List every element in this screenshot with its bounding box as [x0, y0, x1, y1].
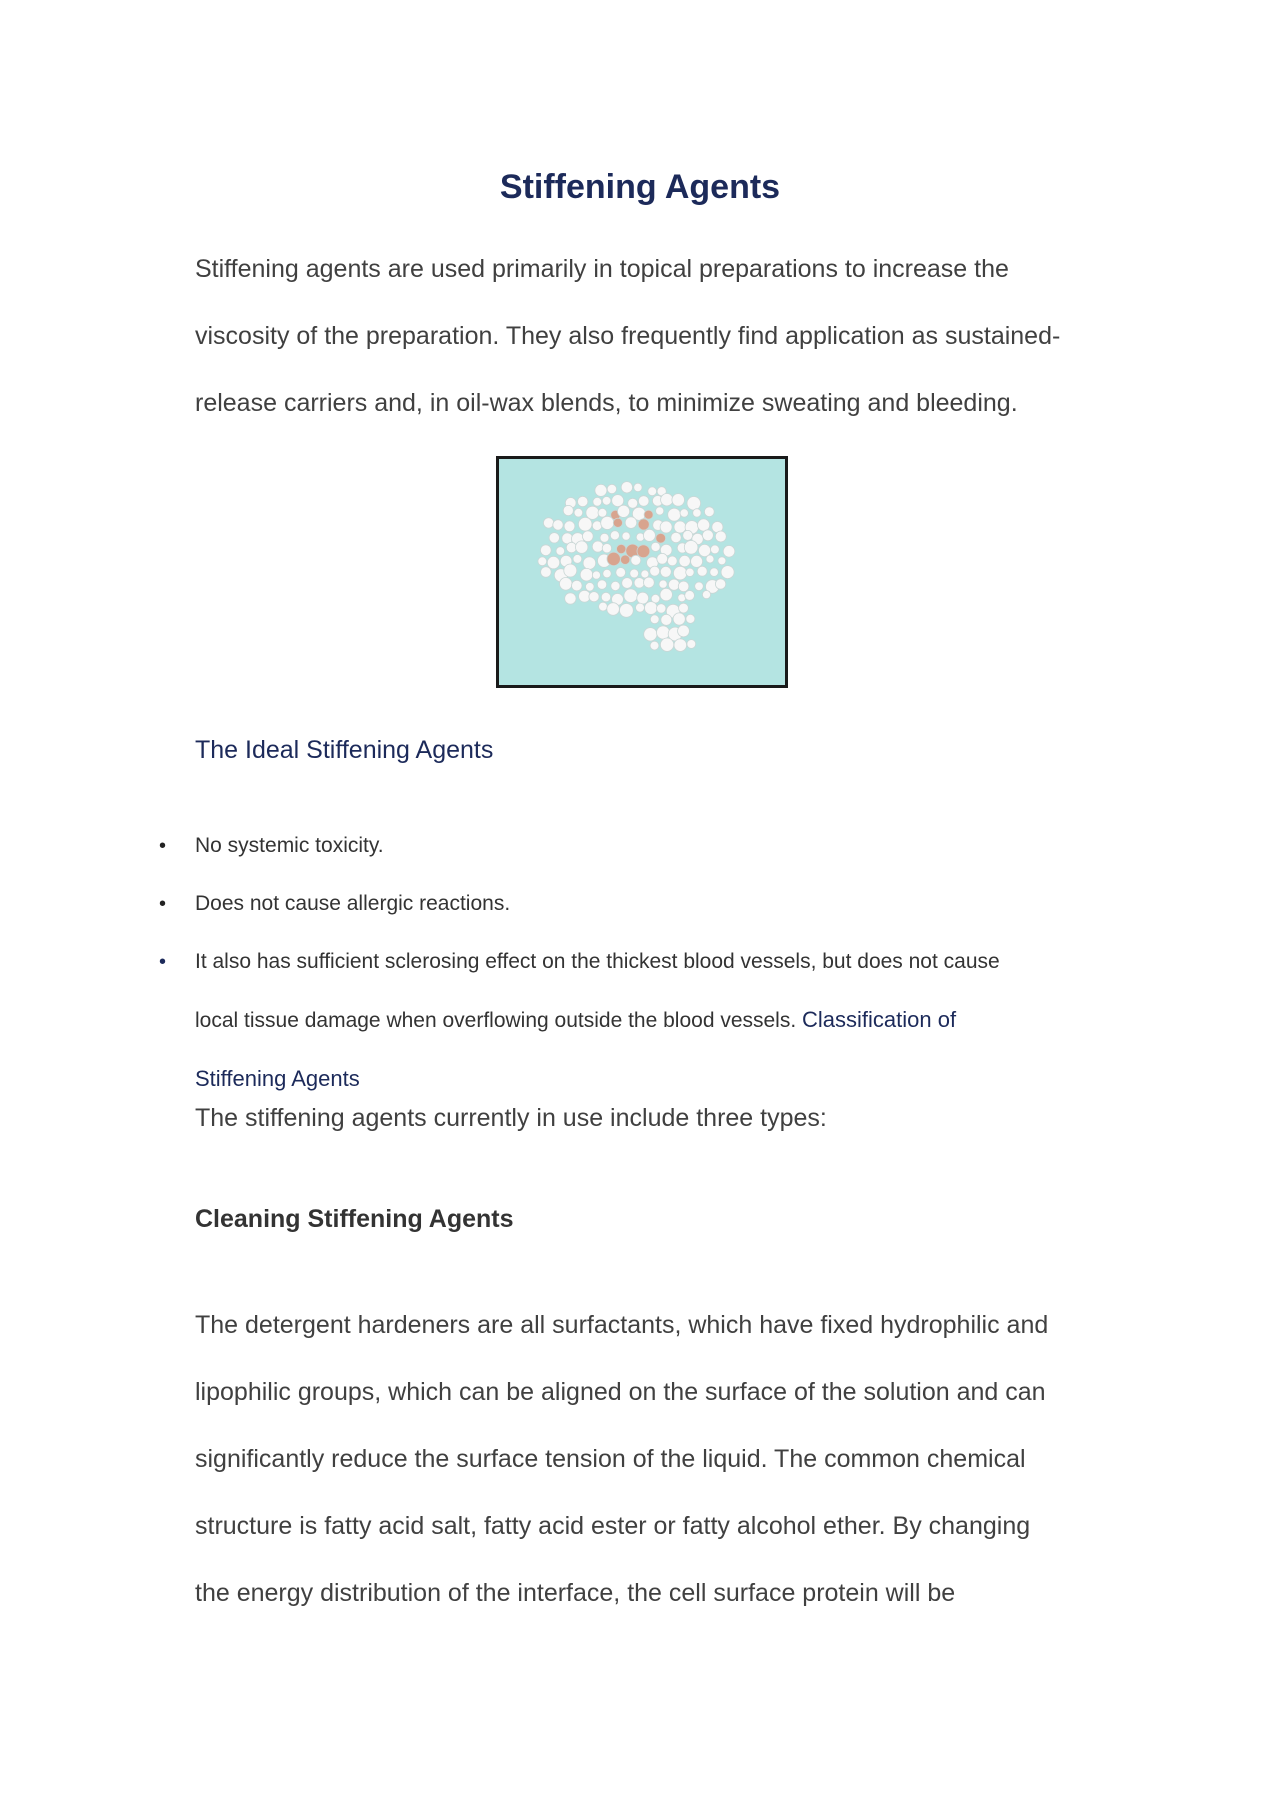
- pill-shape: [549, 533, 559, 543]
- pill-shape: [636, 603, 645, 612]
- brain-pills-illustration: [499, 459, 785, 685]
- pill-shape: [583, 557, 596, 570]
- pill-shape: [697, 566, 707, 576]
- pill-shape: [622, 532, 630, 540]
- pill-shape: [671, 532, 681, 542]
- pill-shape: [678, 625, 690, 637]
- pill-shape: [607, 552, 620, 565]
- pill-shape: [607, 603, 620, 616]
- pill-shape: [613, 518, 622, 527]
- pill-shape: [644, 577, 655, 588]
- pill-shape: [661, 614, 672, 625]
- pill-shape: [602, 497, 611, 506]
- pill-shape: [638, 496, 649, 507]
- pill-shape: [687, 640, 696, 649]
- pill-shape: [686, 614, 695, 623]
- bullet-text: Does not cause allergic reactions.: [195, 892, 511, 915]
- pill-shape: [599, 602, 608, 611]
- detergent-paragraph: [195, 1292, 1095, 1627]
- pill-shape: [679, 555, 690, 566]
- pill-shape: [695, 582, 704, 591]
- pill-shape: [593, 497, 602, 506]
- pill-shape: [540, 545, 551, 556]
- pill-shape: [715, 579, 725, 589]
- detergent-line-3: significantly reduce the surface tension of the liquid. The common chemical: [195, 1445, 1026, 1473]
- pill-shape: [578, 517, 592, 531]
- pill-shape: [644, 510, 653, 519]
- pill-shape: [645, 602, 658, 615]
- pill-shape: [660, 521, 672, 533]
- pill-shape: [667, 556, 677, 566]
- pill-shape: [656, 533, 666, 543]
- pill-shape: [547, 556, 559, 568]
- pill-shape: [656, 507, 664, 515]
- pill-shape: [601, 516, 614, 529]
- pill-shape: [603, 569, 611, 577]
- pill-shape: [674, 639, 687, 652]
- detergent-line-2: lipophilic groups, which can be aligned on the surface of the solution and can: [195, 1378, 1046, 1406]
- pill-shape: [659, 580, 667, 588]
- pill-shape: [622, 578, 633, 589]
- pill-shape: [693, 509, 701, 517]
- pill-shape: [621, 555, 630, 564]
- pill-shape: [625, 517, 637, 529]
- pill-shape: [616, 568, 626, 578]
- page-title: Stiffening Agents: [499, 168, 781, 206]
- pill-shape: [687, 497, 701, 511]
- detergent-line-4: structure is fatty acid salt, fatty acid ester or fatty alcohol ether. By changing: [195, 1512, 1031, 1540]
- pill-shape: [673, 566, 687, 580]
- pill-shape: [602, 544, 611, 553]
- pill-shape: [543, 518, 553, 528]
- pill-shape: [592, 571, 600, 579]
- pill-shape: [710, 568, 719, 577]
- pill-shape: [634, 578, 644, 588]
- pill-shape: [674, 521, 686, 533]
- pill-shape: [597, 580, 606, 589]
- pill-shape: [637, 592, 649, 604]
- cleaning-agents-heading: Cleaning Stiffening Agents: [195, 1205, 514, 1233]
- pill-shape: [595, 484, 607, 496]
- pill-shape: [586, 583, 595, 592]
- pill-shape: [711, 545, 720, 554]
- pill-shape: [611, 581, 620, 590]
- pill-shape: [582, 531, 593, 542]
- pill-shape: [556, 547, 565, 556]
- pill-shape: [651, 542, 660, 551]
- pill-shape: [601, 592, 610, 601]
- pill-shape: [706, 555, 714, 563]
- pill-shape: [564, 564, 577, 577]
- brain-pills-image: [496, 456, 788, 688]
- bullet-text: local tissue damage when overflowing outside the blood vessels.: [195, 1009, 803, 1032]
- pill-shape: [586, 506, 599, 519]
- pill-shape: [541, 567, 552, 578]
- ideal-agents-list: [159, 817, 1075, 1109]
- pill-shape: [648, 487, 657, 496]
- detergent-line-1: The detergent hardeners are all surfactants, which have fixed hydrophilic and: [195, 1311, 1049, 1339]
- pill-shape: [702, 530, 713, 541]
- pill-shape: [660, 638, 673, 651]
- pill-shape: [673, 613, 685, 625]
- intro-line-3: release carriers and, in oil-wax blends, to minimize sweating and bleeding.: [195, 389, 1018, 417]
- pill-shape: [683, 530, 693, 540]
- pill-shape: [678, 581, 689, 592]
- pill-shape: [576, 541, 588, 553]
- pill-shape: [580, 568, 593, 581]
- pill-shape: [610, 531, 619, 540]
- pill-shape: [612, 495, 624, 507]
- pill-shape: [631, 555, 641, 565]
- list-item: [159, 817, 1075, 875]
- pill-shape: [620, 604, 634, 618]
- pill-shape: [589, 592, 599, 602]
- pill-shape: [618, 505, 630, 517]
- pill-shape: [650, 615, 659, 624]
- bullet-text: It also has sufficient sclerosing effect on the thickest blood vessels, but does not cause: [195, 950, 1000, 973]
- pill-shape: [573, 555, 582, 564]
- pill-shape: [680, 509, 688, 517]
- classification-heading-part1: Classification of: [802, 1007, 957, 1032]
- pill-shape: [628, 498, 638, 508]
- intro-paragraph: [195, 236, 1095, 437]
- pill-shape: [672, 494, 685, 507]
- classification-heading-part2: Stiffening Agents: [195, 1066, 360, 1091]
- pill-shape: [698, 519, 710, 531]
- pill-shape: [657, 553, 668, 564]
- pill-shape: [723, 546, 735, 558]
- ideal-agents-heading: The Ideal Stiffening Agents: [195, 736, 494, 764]
- pill-shape: [634, 483, 642, 491]
- pill-shape: [718, 557, 726, 565]
- pill-shape: [643, 529, 655, 541]
- pill-shape: [644, 628, 657, 641]
- pill-shape: [630, 569, 639, 578]
- pill-shape: [574, 508, 583, 517]
- pill-shape: [661, 494, 673, 506]
- bullet-icon: •: [159, 835, 167, 857]
- list-item: [159, 875, 1075, 933]
- pill-shape: [564, 521, 575, 532]
- pill-shape: [538, 557, 547, 566]
- pill-shape: [641, 570, 649, 578]
- list-item: [159, 933, 1075, 1109]
- pill-shape: [617, 544, 626, 553]
- bullet-text: No systemic toxicity.: [195, 834, 384, 857]
- pill-shape: [565, 593, 576, 604]
- pill-shape: [560, 578, 573, 591]
- pill-shape: [660, 566, 671, 577]
- pill-shape: [686, 568, 694, 576]
- pill-shape: [660, 588, 672, 600]
- pill-shape: [685, 591, 695, 601]
- pill-shape: [650, 641, 659, 650]
- pill-shape: [638, 519, 649, 530]
- pill-shape: [563, 505, 573, 515]
- pill-shape: [657, 604, 666, 613]
- pill-shape: [578, 496, 588, 506]
- pill-shape: [684, 541, 698, 555]
- pill-shape: [704, 507, 714, 517]
- pill-shape: [715, 531, 726, 542]
- intro-line-1: Stiffening agents are used primarily in topical preparations to increase the: [195, 255, 1009, 283]
- pill-shape: [624, 589, 638, 603]
- intro-line-2: viscosity of the preparation. They also frequently find application as sustained-: [195, 322, 1061, 350]
- pill-shape: [600, 533, 609, 542]
- pill-shape: [637, 545, 650, 558]
- pill-shape: [650, 566, 660, 576]
- pill-shape: [598, 508, 607, 517]
- pill-shape: [553, 520, 563, 530]
- pill-shape: [572, 580, 583, 591]
- pill-shape: [702, 591, 710, 599]
- pill-shape: [691, 555, 703, 567]
- detergent-line-5: the energy distribution of the interface, the cell surface protein will be: [195, 1579, 956, 1607]
- pill-shape: [679, 603, 689, 613]
- bullet-icon: •: [159, 893, 167, 915]
- bullet-icon: •: [159, 951, 167, 973]
- pill-shape: [668, 579, 679, 590]
- pill-shape: [721, 566, 734, 579]
- pill-shape: [607, 484, 616, 493]
- pill-shape: [592, 541, 603, 552]
- types-intro-text: The stiffening agents currently in use include three types:: [195, 1104, 827, 1132]
- pill-shape: [668, 508, 681, 521]
- pill-shape: [621, 482, 632, 493]
- pill-shape: [657, 626, 670, 639]
